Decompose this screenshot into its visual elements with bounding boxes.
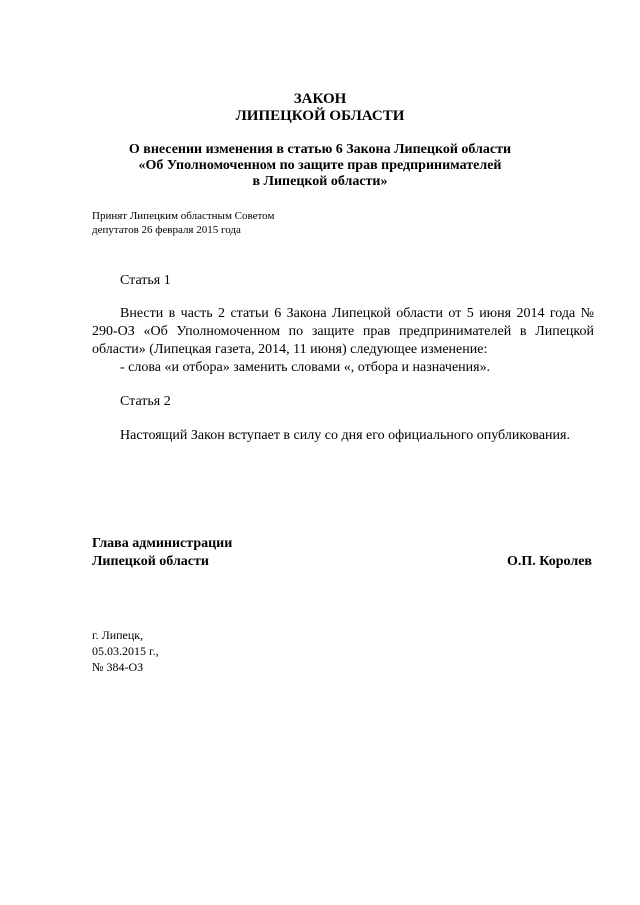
document-footer	[92, 627, 159, 675]
article-1-text: Внести в часть 2 статьи 6 Закона Липецкой области от 5 июня 2014 года № 290-ОЗ «Об Уполномоченном по защите прав предпринимателей в Липецкой области» (Липецкая газета, 2014, 11 июня) следующее изменение:	[92, 306, 594, 357]
law-title-line-1: ЗАКОН	[293, 91, 347, 107]
law-subtitle-line-1: О внесении изменения в статью 6 Закона Липецкой области	[128, 142, 512, 157]
article-2-body	[92, 427, 594, 445]
signature-position-line-2: Липецкой области	[92, 554, 209, 569]
law-subtitle-line-3: в Липецкой области»	[252, 174, 388, 189]
signer-name: О.П. Королев	[507, 554, 592, 569]
article-2-heading: Статья 2	[120, 394, 171, 409]
article-2-text: Настоящий Закон вступает в силу со дня его официального опубликования.	[120, 428, 570, 443]
law-subtitle	[0, 142, 640, 190]
article-1-heading: Статья 1	[120, 273, 171, 288]
article-1-body	[92, 305, 594, 377]
footer-date: 05.03.2015 г.,	[92, 644, 159, 658]
adoption-note-line-2: депутатов 26 февраля 2015 года	[92, 224, 241, 236]
law-title-line-2: ЛИПЕЦКОЙ ОБЛАСТИ	[235, 108, 405, 124]
law-subtitle-line-2: «Об Уполномоченном по защите прав предпринимателей	[138, 158, 502, 173]
footer-city: г. Липецк,	[92, 628, 144, 642]
footer-number: № 384-ОЗ	[92, 660, 144, 674]
signature-position	[92, 535, 232, 571]
law-title	[0, 91, 640, 125]
adoption-note-line-1: Принят Липецким областным Советом	[92, 210, 275, 222]
adoption-note	[92, 209, 274, 237]
signature-position-line-1: Глава администрации	[92, 536, 233, 551]
article-1-change: - слова «и отбора» заменить словами «, отбора и назначения».	[120, 360, 491, 375]
